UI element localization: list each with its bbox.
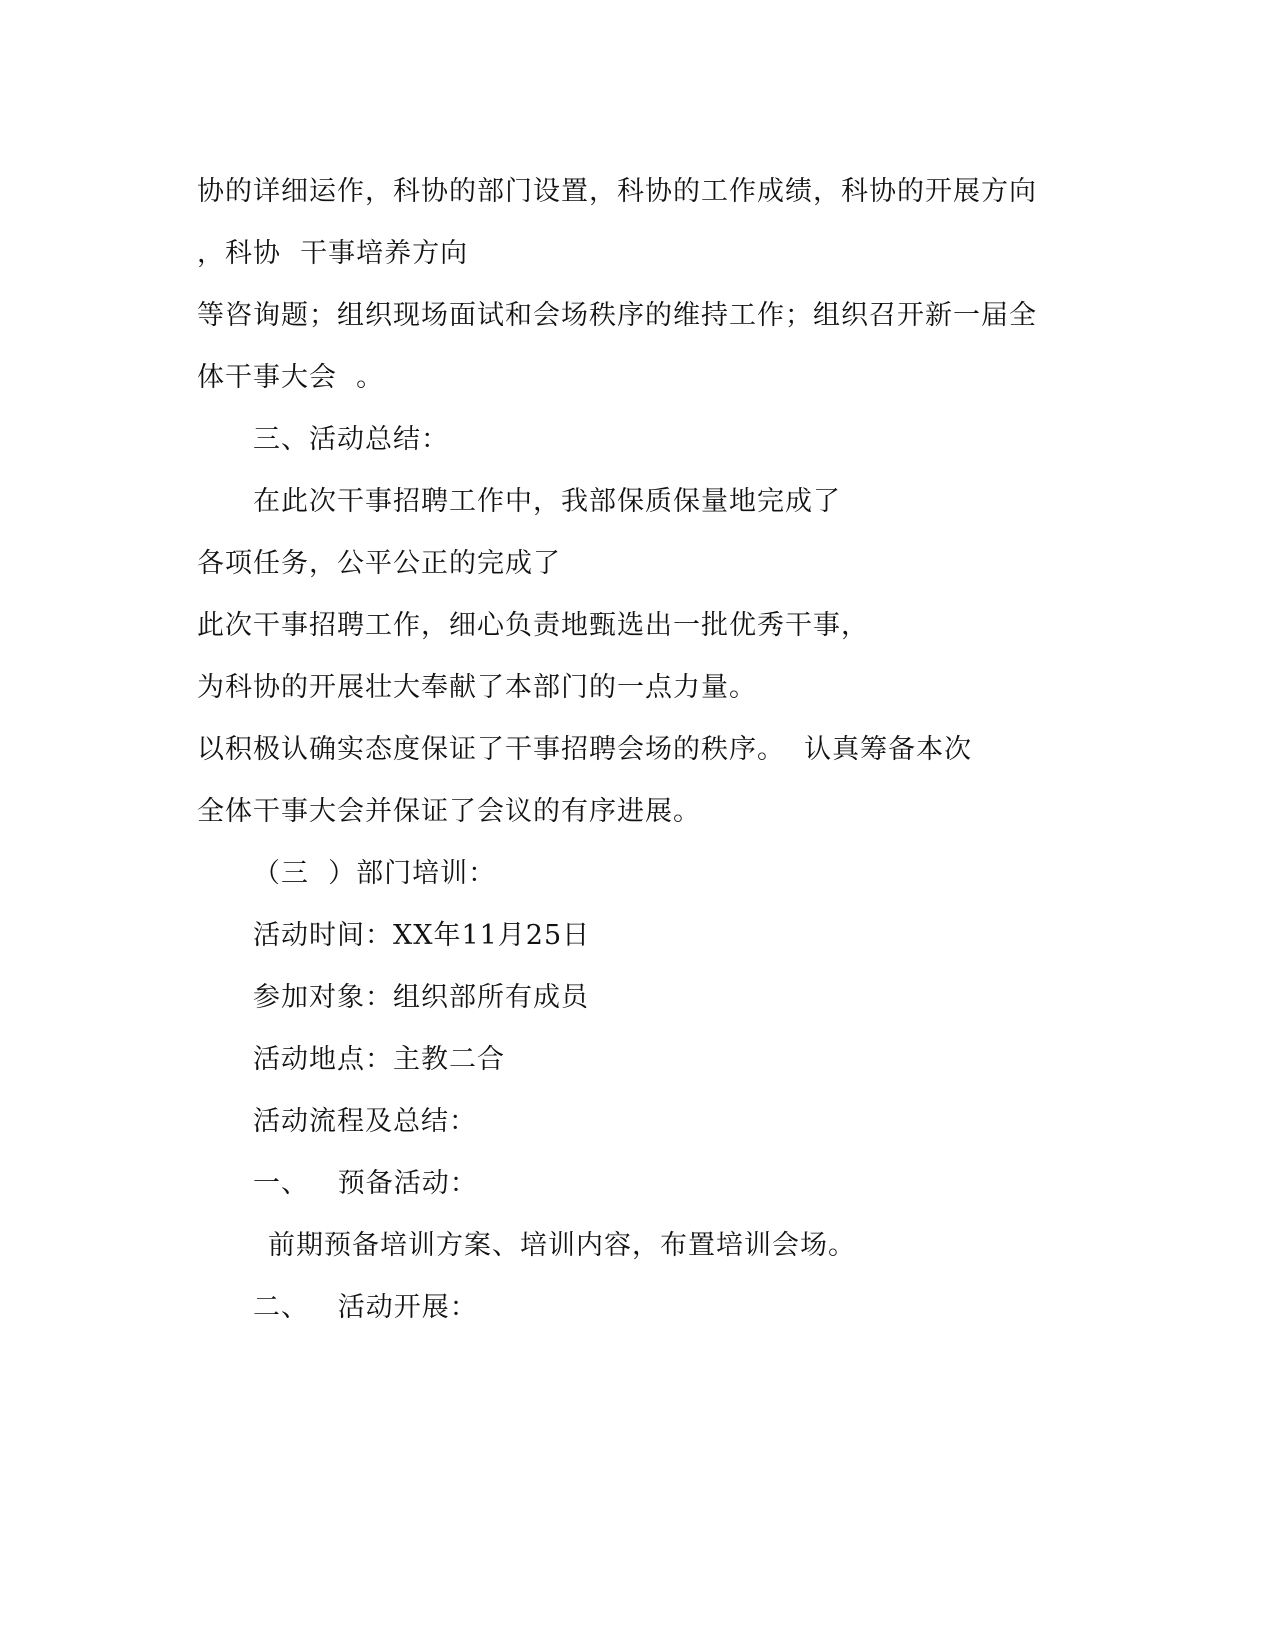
activity-location: 活动地点：主教二合 — [253, 1044, 505, 1075]
body-line-6: 在此次干事招聘工作中，我部保质保量地完成了 — [253, 486, 841, 517]
body-line-3: 等咨询题；组织现场面试和会场秩序的维持工作；组织召开新一届全 — [197, 300, 1037, 331]
body-line-4: 体干事大会 。 — [197, 362, 385, 393]
step-two-heading: 二、 活动开展： — [253, 1292, 478, 1323]
section-heading-training: （三 ）部门培训： — [253, 858, 497, 889]
process-summary-heading: 活动流程及总结： — [253, 1106, 477, 1137]
body-line-10: 以积极认确实态度保证了干事招聘会场的秩序。 认真筹备本次 — [197, 734, 973, 765]
body-line-11: 全体干事大会并保证了会议的有序进展。 — [197, 796, 701, 827]
participants: 参加对象：组织部所有成员 — [253, 982, 589, 1013]
step-one-detail: 前期预备培训方案、培训内容，布置培训会场。 — [268, 1230, 856, 1261]
body-line-8: 此次干事招聘工作，细心负责地甄选出一批优秀干事， — [197, 610, 869, 641]
body-line-7: 各项任务，公平公正的完成了 — [197, 548, 561, 579]
body-line-2: ，科协 干事培养方向 — [197, 238, 469, 269]
step-one-heading: 一、 预备活动： — [253, 1168, 478, 1199]
body-line-9: 为科协的开展壮大奉献了本部门的一点力量。 — [197, 672, 757, 703]
activity-time: 活动时间：XX年11月25日 — [253, 920, 591, 951]
body-line-1: 协的详细运作，科协的部门设置，科协的工作成绩，科协的开展方向 — [197, 176, 1037, 207]
section-heading-summary: 三、活动总结： — [253, 424, 449, 455]
